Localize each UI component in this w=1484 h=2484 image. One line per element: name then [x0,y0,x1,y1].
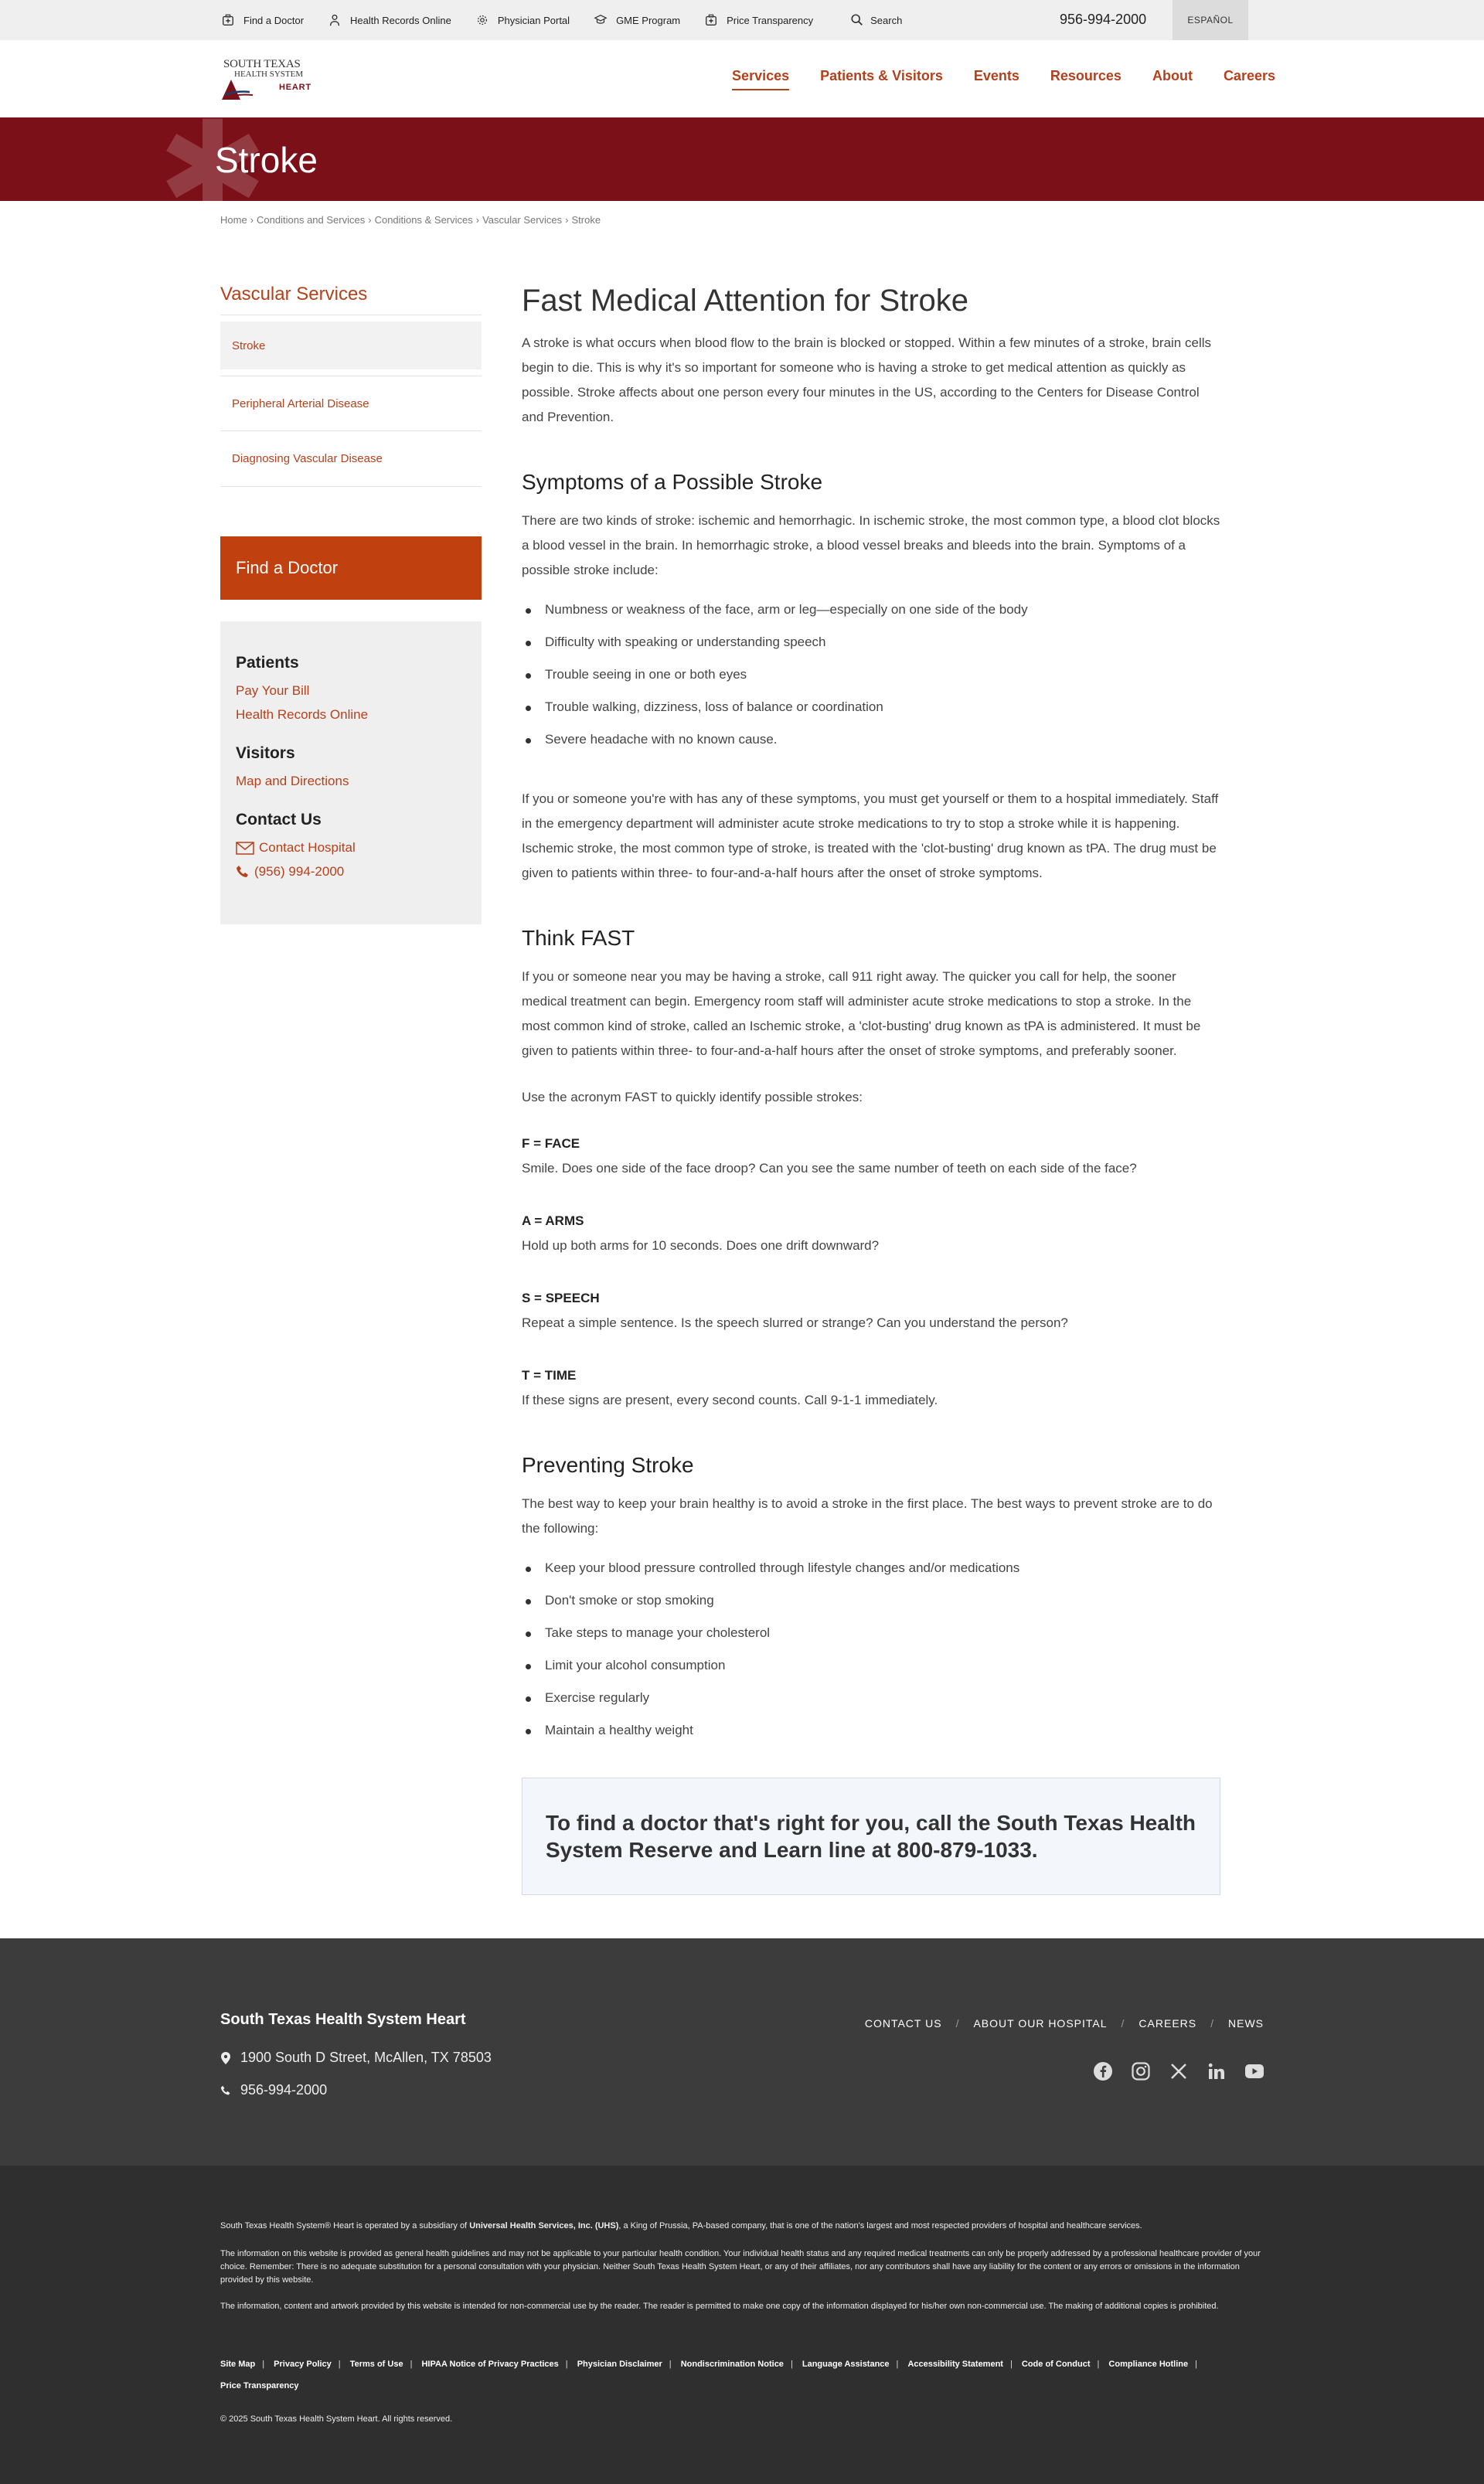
search-label: Search [870,14,903,26]
phone-icon [220,2085,231,2096]
list-item: Trouble walking, dizziness, loss of balance or coordination [545,691,1220,723]
language-assistance-link[interactable]: Language Assistance [802,2360,890,2369]
footer-address-text: 1900 South D Street, McAllen, TX 78503 [240,2050,492,2065]
list-item: Numbness or weakness of the face, arm or leg—especially on one side of the body [545,594,1220,626]
footer-top [0,1938,1484,2166]
fast-acronym: Use the acronym FAST to quickly identify possible strokes: [522,1090,863,1104]
utility-bar [0,0,1484,40]
contact-heading: Contact Us [236,811,322,829]
find-doctor-callout [522,1778,1220,1895]
footer-hospital-name: South Texas Health System Heart [220,2011,466,2028]
sidebar-item-peripheral-arterial-disease[interactable]: Peripheral Arterial Disease [220,376,482,431]
physician-disclaimer-link[interactable]: Physician Disclaimer [577,2360,662,2369]
x-icon[interactable] [1168,2060,1190,2082]
instagram-icon[interactable] [1130,2060,1152,2082]
envelope-icon [236,842,254,855]
utility-physician-portal-link[interactable] [475,12,570,28]
logo-star-icon [220,69,267,103]
utility-price-transparency-link[interactable] [703,12,813,28]
logo-line3: HEART [279,83,311,92]
breadcrumb-conditions-and-services[interactable]: Conditions & Services [374,214,473,226]
contact-hospital-link[interactable] [236,840,466,856]
map-pin-icon [220,2051,231,2065]
fast-text: Repeat a simple sentence. Is the speech slurred or strange? Can you understand the person? [522,1315,1068,1330]
footer-about-link[interactable]: ABOUT OUR HOSPITAL [973,2017,1108,2030]
site-logo[interactable] [220,55,322,103]
list-item: Limit your alcohol consumption [545,1649,1220,1682]
footer-news-link[interactable]: NEWS [1228,2017,1264,2030]
page-title: Stroke [215,140,318,180]
list-item: Difficulty with speaking or understanding speech [545,626,1220,658]
main-nav [701,68,1275,90]
legal-text: , a King of Prussia, PA-based company, that is one of the nation's largest and most respected providers of hospital and healthcare services. [618,2221,1142,2230]
sidebar-item-stroke[interactable]: Stroke [220,322,482,369]
nav-patients-visitors[interactable]: Patients & Visitors [820,67,943,83]
prevent-list [522,1552,1220,1747]
breadcrumb-conditions-services[interactable]: Conditions and Services [257,214,366,226]
fast-item-time [522,1363,1220,1413]
footer-bottom-links: Site Map | Privacy Policy | Terms of Use | HIPAA Notice of Privacy Practices | Physician Disclaimer | Nondiscrimination Notice | Language Assistance | Accessibility Statement | Code of Conduct | Compliance Hotline | Price Transparency [220,2360,1197,2390]
site-map-link[interactable]: Site Map [220,2360,256,2369]
sidebar-info-box [220,621,482,924]
list-item: Maintain a healthy weight [545,1714,1220,1747]
social-links [1076,2060,1265,2082]
phone-icon [236,865,250,879]
utility-gme-program-link[interactable] [593,12,680,28]
utility-health-records-label: Health Records Online [350,14,451,26]
symptoms-intro: There are two kinds of stroke: ischemic and hemorrhagic. In ischemic stroke, the most common type, a blood clot blocks a blood vessel in the brain. In hemorrhagic stroke, a blood vessel breaks and bleeds into the brain. Symptoms of a possible stroke include: [522,513,1220,577]
fast-label: F = FACE [522,1136,580,1151]
youtube-icon[interactable] [1244,2060,1265,2082]
utility-health-records-link[interactable] [327,12,451,28]
footer-bottom [0,2166,1484,2484]
price-transparency-link[interactable]: Price Transparency [220,2381,299,2390]
compliance-hotline-link[interactable]: Compliance Hotline [1108,2360,1189,2369]
footer-links: CONTACT US / ABOUT OUR HOSPITAL / CAREERS / NEWS [864,2017,1264,2030]
fast-text: If these signs are present, every second counts. Call 9-1-1 immediately. [522,1393,938,1407]
fast-text: Hold up both arms for 10 seconds. Does one drift downward? [522,1238,880,1253]
fast-intro: If you or someone near you may be having a stroke, call 911 right away. The quicker you call for help, the sooner medical treatment can begin. Emergency room staff will administer acute stroke medications to stop a stroke. In the most common kind of stroke, called an Ischemic stroke, a 'clot-busting' drug known as tPA is administered. It must be given to patients within three- to four-and-a-half hours after the onset of stroke symptoms, and preferably sooner. [522,969,1201,1058]
breadcrumb-vascular-services[interactable]: Vascular Services [482,214,563,226]
terms-of-use-link[interactable]: Terms of Use [349,2360,403,2369]
sidebar-title: Vascular Services [220,284,482,315]
nav-careers[interactable]: Careers [1223,67,1275,83]
code-of-conduct-link[interactable]: Code of Conduct [1021,2360,1091,2369]
logo-line2: HEALTH SYSTEM [234,70,304,79]
footer-contact-us-link[interactable]: CONTACT US [864,2017,942,2030]
breadcrumb: Home › Conditions and Services › Conditions & Services › Vascular Services › Stroke [220,214,601,226]
utility-physician-portal-label: Physician Portal [497,14,570,26]
accessibility-link[interactable]: Accessibility Statement [907,2360,1003,2369]
symptoms-list [522,594,1220,756]
fast-text: Smile. Does one side of the face droop? Can you see the same number of teeth on each side of the face? [522,1161,1137,1176]
contact-phone-label: (956) 994-2000 [254,864,345,879]
article-title: Fast Medical Attention for Stroke [522,284,969,318]
find-doctor-button[interactable]: Find a Doctor [220,536,482,600]
nav-resources[interactable]: Resources [1050,67,1122,83]
utility-gme-program-label: GME Program [616,14,681,26]
hipaa-notice-link[interactable]: HIPAA Notice of Privacy Practices [421,2360,559,2369]
intro-paragraph: A stroke is what occurs when blood flow to the brain is blocked or stopped. Within a few minutes of a stroke, brain cells begin to die. This is why it's so important for someone who is having a stroke to get medical attention as quickly as possible. Stroke affects about one person every four minutes in the US, according to the Centers for Disease Control and Prevention. [522,335,1211,424]
symptoms-heading: Symptoms of a Possible Stroke [522,470,823,494]
list-item: Severe headache with no known cause. [545,723,1220,756]
utility-find-doctor-link[interactable] [220,12,304,28]
uhs-link[interactable]: Universal Health Services, Inc. (UHS) [469,2221,619,2230]
nondiscrimination-link[interactable]: Nondiscrimination Notice [680,2360,784,2369]
legal-operated-by [220,2220,1264,2233]
list-item: Keep your blood pressure controlled through lifestyle changes and/or medications [545,1552,1220,1584]
legal-disclaimer: The information on this website is provided as general health guidelines and may not be applicable to your particular health condition. Your individual health status and any required medical treatments can only be properly addressed by a professional healthcare provider of your choice. Remember: There is no adequate substitution for a personal consultation with your physician. Neither South Texas Health System Heart, or any of their affiliates, nor any contributors shall have any liability for the content or any errors or omissions in the information provided by this website. [220,2249,1261,2285]
visitors-heading: Visitors [236,744,295,762]
nav-services[interactable]: Services [732,68,789,90]
fast-label: S = SPEECH [522,1291,600,1305]
copyright: © 2025 South Texas Health System Heart. All rights reserved. [220,2414,453,2424]
prevent-heading: Preventing Stroke [522,1453,694,1477]
footer-address [220,2050,492,2066]
map-directions-link[interactable]: Map and Directions [236,774,349,788]
logo-line1: SOUTH TEXAS [223,58,301,70]
footer-phone[interactable] [220,2082,327,2098]
breadcrumb-home[interactable]: Home [220,214,247,226]
list-item: Take steps to manage your cholesterol [545,1617,1220,1649]
fast-label: T = TIME [522,1368,577,1383]
fast-item-arms [522,1209,1220,1258]
site-header [0,40,1484,117]
health-records-icon [327,12,342,28]
fast-item-speech [522,1286,1220,1336]
list-item: Don't smoke or stop smoking [545,1584,1220,1617]
main-layout [220,284,1264,1895]
contact-hospital-label: Contact Hospital [259,840,356,855]
utility-find-doctor-label: Find a Doctor [243,14,305,26]
find-doctor-icon [220,12,236,28]
utility-phone-link[interactable]: 956-994-2000 [1060,12,1147,27]
privacy-policy-link[interactable]: Privacy Policy [274,2360,332,2369]
page-hero [0,117,1484,201]
utility-price-transparency-label: Price Transparency [727,14,814,26]
gme-program-icon [593,12,608,28]
sidebar [220,284,482,1895]
fast-heading: Think FAST [522,926,635,950]
linkedin-icon[interactable] [1206,2060,1227,2082]
nav-about[interactable]: About [1152,67,1193,83]
search-icon [850,13,864,27]
search-button[interactable] [850,13,902,27]
article-content [522,284,1220,1895]
physician-portal-icon [475,12,490,28]
patients-heading: Patients [236,654,299,672]
legal-text: South Texas Health System® Heart is operated by a subsidiary of [220,2221,470,2230]
nav-events[interactable]: Events [973,67,1019,83]
list-item: Trouble seeing in one or both eyes [545,658,1220,691]
fast-label: A = ARMS [522,1213,584,1228]
health-records-online-link[interactable]: Health Records Online [236,707,369,722]
contact-phone-link[interactable] [236,864,466,880]
legal-copy-permission: The information, content and artwork provided by this website is intended for non-commercial use by the reader. The reader is permitted to make one copy of the information displayed for his/her own non-commercial use. The making of additional copies is prohibited. [220,2302,1219,2311]
language-toggle-button[interactable]: ESPAÑOL [1173,0,1248,40]
breadcrumb-current: Stroke [571,214,601,226]
price-transparency-icon [703,12,719,28]
sidebar-item-diagnosing-vascular-disease[interactable]: Diagnosing Vascular Disease [220,431,482,487]
footer-phone-text: 956-994-2000 [240,2082,328,2098]
prevent-intro: The best way to keep your brain healthy is to avoid a stroke in the first place. The best ways to prevent stroke are to do the following: [522,1496,1213,1536]
fast-item-face [522,1131,1220,1181]
callout-text: To find a doctor that's right for you, call the South Texas Health System Reserve and Learn line at 800-879-1033. [546,1811,1196,1862]
facebook-icon[interactable] [1092,2060,1114,2082]
symptoms-after-paragraph: If you or someone you're with has any of these symptoms, you must get yourself or them to a hospital immediately. Staff in the emergency department will administer acute stroke medications to try to stop a stroke while it is happening. Ischemic stroke, the most common type of stroke, is treated with the 'clot-busting' drug known as tPA. The drug must be given to patients within three- to four-and-a-half hours after the onset of stroke symptoms. [522,791,1219,880]
pay-your-bill-link[interactable]: Pay Your Bill [236,683,310,698]
footer-careers-link[interactable]: CAREERS [1139,2017,1197,2030]
list-item: Exercise regularly [545,1682,1220,1714]
